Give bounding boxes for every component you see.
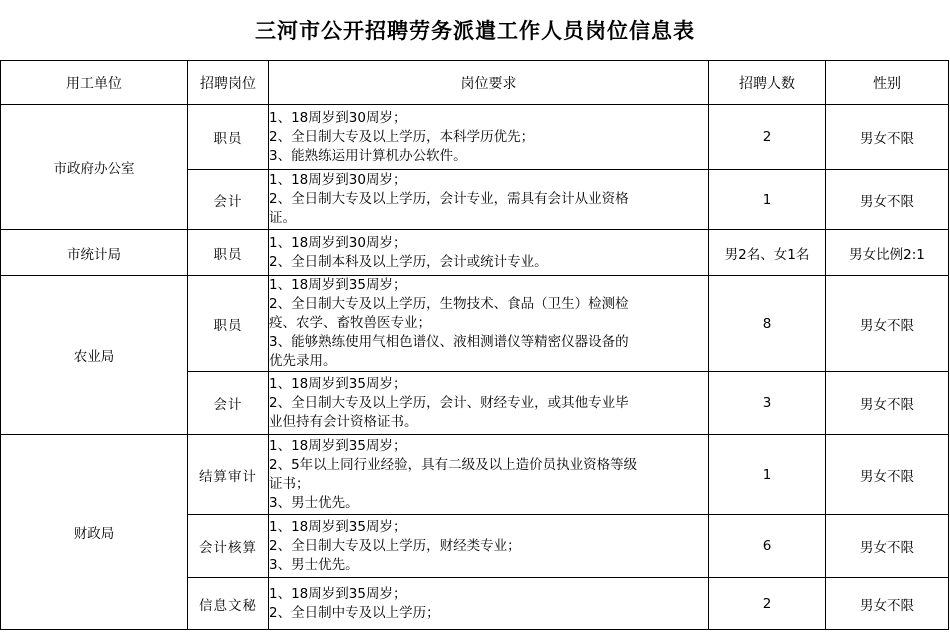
- requirement-line: 证。: [269, 210, 296, 226]
- recruit-count: 1: [709, 435, 826, 515]
- table-row: [1, 105, 949, 170]
- requirement-line: 2、全日制大专及以上学历，财经类专业；: [269, 537, 521, 554]
- position-name: 职员: [188, 230, 269, 276]
- requirement-line: 2、全日制大专及以上学历，会计、财经专业，或其他专业毕: [269, 394, 629, 411]
- requirement-line: 1、18周岁到35周岁；: [269, 585, 407, 602]
- requirement-line: 业但持有会计资格证书。: [269, 413, 418, 430]
- recruit-count: 6: [709, 515, 826, 578]
- gender-requirement: 男女不限: [826, 435, 949, 515]
- unit-name: 市政府办公室: [1, 105, 188, 230]
- recruit-count: 8: [709, 276, 826, 372]
- requirement-line: 1、18周岁到30周岁；: [269, 234, 407, 251]
- requirement-line: 1、18周岁到30周岁；: [269, 109, 407, 126]
- requirements-cell: [269, 276, 709, 372]
- position-name: 会计: [188, 372, 269, 435]
- position-name: 信息文秘: [188, 578, 269, 630]
- gender-requirement: 男女不限: [826, 515, 949, 578]
- requirements-cell: [269, 230, 709, 276]
- gender-requirement: 男女比例2:1: [826, 230, 949, 276]
- page-title: 三河市公开招聘劳务派遣工作人员岗位信息表: [255, 19, 695, 43]
- requirement-line: 3、能够熟练使用气相色谱仪、液相测谱仪等精密仪器设备的: [269, 334, 629, 350]
- position-name: 结算审计: [188, 435, 269, 515]
- requirement-line: 3、男士优先。: [269, 494, 359, 511]
- requirement-line: 2、全日制中专及以上学历；: [269, 604, 440, 621]
- requirement-line: 1、18周岁到35周岁；: [269, 437, 407, 454]
- positions-table: [0, 60, 949, 630]
- gender-requirement: 男女不限: [826, 276, 949, 372]
- requirements-cell: [269, 170, 709, 230]
- header-position: 招聘岗位: [188, 61, 269, 105]
- gender-requirement: 男女不限: [826, 578, 949, 630]
- header-gender: 性别: [826, 61, 949, 105]
- unit-name: 农业局: [1, 276, 188, 435]
- recruit-count: 1: [709, 170, 826, 230]
- table-header-row: [1, 61, 949, 105]
- requirement-line: 1、18周岁到35周岁；: [269, 277, 407, 293]
- requirement-line: 2、5年以上同行业经验，具有二级及以上造价员执业资格等级: [269, 456, 638, 473]
- requirements-cell: [269, 372, 709, 435]
- requirement-line: 1、18周岁到35周岁；: [269, 375, 407, 392]
- requirement-line: 1、18周岁到35周岁；: [269, 518, 407, 535]
- requirements-cell: [269, 435, 709, 515]
- requirement-line: 3、能熟练运用计算机办公软件。: [269, 147, 467, 164]
- requirement-line: 2、全日制大专及以上学历，会计专业，需具有会计从业资格: [269, 191, 629, 207]
- requirements-cell: [269, 515, 709, 578]
- recruit-count: 2: [709, 578, 826, 630]
- requirement-line: 2、全日制大专及以上学历，本科学历优先；: [269, 128, 535, 145]
- position-name: 职员: [188, 105, 269, 170]
- requirement-line: 3、男士优先。: [269, 556, 359, 573]
- requirement-line: 优先录用。: [269, 353, 337, 369]
- table-row: [1, 230, 949, 276]
- header-unit: 用工单位: [1, 61, 188, 105]
- gender-requirement: 男女不限: [826, 372, 949, 435]
- requirements-cell: [269, 578, 709, 630]
- header-requirements: 岗位要求: [269, 61, 709, 105]
- header-count: 招聘人数: [709, 61, 826, 105]
- table-row: [1, 435, 949, 515]
- requirement-line: 证书；: [269, 475, 310, 492]
- position-name: 会计: [188, 170, 269, 230]
- table-row: [1, 276, 949, 372]
- recruit-count: 男2名、女1名: [709, 230, 826, 276]
- requirement-line: 疫、农学、畜牧兽医专业；: [269, 315, 431, 331]
- requirements-cell: [269, 105, 709, 170]
- unit-name: 市统计局: [1, 230, 188, 276]
- position-name: 职员: [188, 276, 269, 372]
- recruit-count: 3: [709, 372, 826, 435]
- position-name: 会计核算: [188, 515, 269, 578]
- requirement-line: 2、全日制本科及以上学历，会计或统计专业。: [269, 253, 548, 270]
- unit-name: 财政局: [1, 435, 188, 630]
- requirement-line: 1、18周岁到30周岁；: [269, 172, 407, 188]
- gender-requirement: 男女不限: [826, 105, 949, 170]
- gender-requirement: 男女不限: [826, 170, 949, 230]
- requirement-line: 2、全日制大专及以上学历，生物技术、食品（卫生）检测检: [269, 296, 629, 312]
- recruit-count: 2: [709, 105, 826, 170]
